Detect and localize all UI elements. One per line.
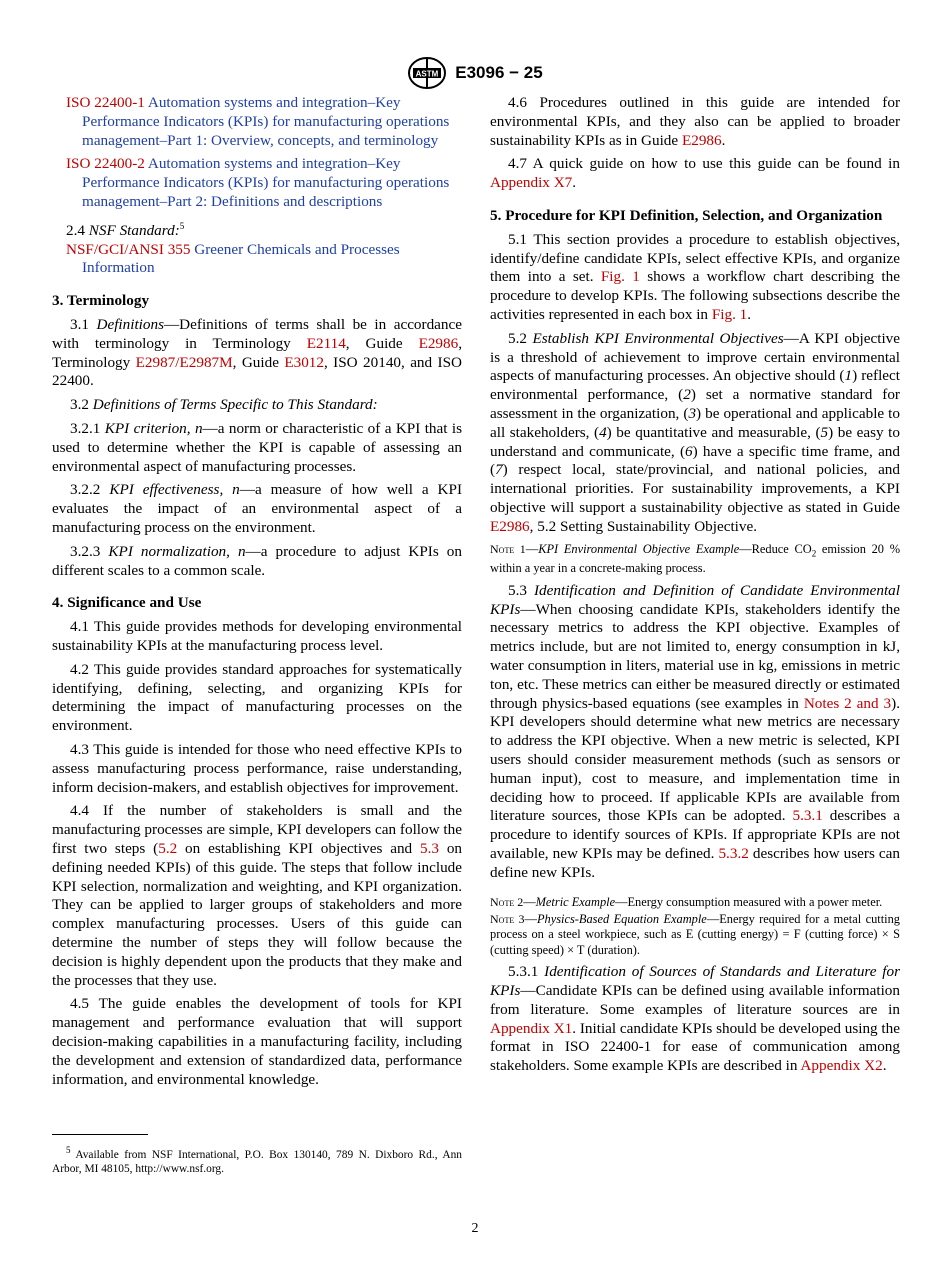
link-5-3-1[interactable]: 5.3.1 xyxy=(792,807,823,825)
section-heading: 5. Procedure for KPI Definition, Selection, and Organization xyxy=(490,206,883,224)
paragraph-5-2: 5.2 Establish KPI Environmental Objectives—A KPI objective is a threshold of achievement to improve certain environmental aspects of manufacturing processes. An objective should (1) reflect environmental performance, (2) set a normative standard for assessment in the organization, (3) be operational and applicable to all stakeholders, (4) be quantitative and measurable, (5) be easy to understand and communicate, (6) have a specific time frame, and (7) respect local, state/provincial, and national policies, and international priorities. For sustainability improvements, a KPI objective will support a sustainability objective as stated in Guide E2986, 5.2 Setting Sustainability Objective. xyxy=(490,329,901,535)
footnote-marker[interactable]: 5 xyxy=(179,220,185,231)
link-appendix-x2[interactable]: Appendix X2 xyxy=(800,1057,883,1075)
note-1: Note 1—KPI Environmental Objective Example—Reduce $CO_2$ emission 20 % within a year in a concrete-making process. xyxy=(490,541,901,576)
reference-title-link[interactable]: Automation systems and integration–Key Performance Indicators (KPIs) for manufacturing operations management–Part 2: Definitions and descriptions xyxy=(82,155,450,210)
paragraph-5-3-1: 5.3.1 Identification of Sources of Standards and Literature for KPIs—Candidate KPIs can be defined using available information from literature. Some examples of literature sources are in Appendix X1. Initial candidate KPIs should be developed using the format in ISO 22400-1 for ease of communication among stakeholders. Some example KPIs are described in Appendix X2. xyxy=(490,963,900,1075)
reference-title-link[interactable]: Greener Chemicals and Processes Information xyxy=(82,240,400,277)
paragraph-5-1: 5.1 This section provides a procedure to establish objectives, identify/define candidate KPIs, select effective KPIs, and organize them into a set. Fig. 1 shows a workflow chart describing the procedure to develop KPIs. The following subsections describe the activities represented in each box in Fig. 1. xyxy=(490,230,900,323)
astm-logo xyxy=(407,56,447,90)
reference-title-link[interactable]: Automation systems and integration–Key Performance Indicators (KPIs) for manufacturing operations management–Part 1: Overview, concepts, and terminology xyxy=(82,94,450,149)
paragraph-3-2-2: 3.2.2 KPI effectiveness, n—a measure of how well a KPI evaluates the impact of an environmental aspect of a manufacturing process on the environment. xyxy=(52,481,463,536)
page-number: 2 xyxy=(471,1221,479,1236)
link-e2987[interactable]: E2987/E2987M xyxy=(135,353,233,371)
link-fig-1[interactable]: Fig. 1 xyxy=(600,268,640,286)
paragraph-4-1: 4.1 This guide provides methods for developing environmental sustainability KPIs at the manufacturing process level. xyxy=(52,618,462,654)
paragraph-4-5: 4.5 The guide enables the development of tools for KPI management and performance evaluation that will support decision-making capabilities in a manufacturing facility, including the development and extension of standardized data, performance information, and environmental knowledge. xyxy=(52,995,462,1088)
svg-text:ASTM: ASTM xyxy=(415,69,439,79)
section-heading: 4. Significance and Use xyxy=(52,594,202,612)
link-e3012[interactable]: E3012 xyxy=(284,353,324,371)
section-heading: 3. Terminology xyxy=(52,292,150,310)
link-appendix-x1[interactable]: Appendix X1 xyxy=(490,1019,573,1037)
right-column xyxy=(490,94,900,1081)
link-e2986[interactable]: E2986 xyxy=(418,334,459,352)
link-5-3-2[interactable]: 5.3.2 xyxy=(718,844,749,862)
paragraph-4-3: 4.3 This guide is intended for those who need effective KPIs to assess manufacturing process performance, raise understanding, inform decision-makers, and establish objectives for improvement. xyxy=(52,740,462,796)
reference-code-link[interactable]: ISO 22400-2 xyxy=(66,155,145,173)
link-e2986[interactable]: E2986 xyxy=(681,131,722,149)
left-column xyxy=(52,94,462,1094)
paragraph-3-2-1: 3.2.1 KPI criterion, n—a norm or characteristic of a KPI that is used to determine whether the KPI is capable of assessing an environmental aspect of manufacturing processes. xyxy=(52,420,462,475)
reference-iso-22400-2 xyxy=(52,155,462,211)
reference-code-link[interactable]: NSF/GCI/ANSI 355 xyxy=(66,240,191,258)
link-fig-1[interactable]: Fig. 1 xyxy=(711,305,748,323)
reference-code-link[interactable]: ISO 22400-1 xyxy=(66,94,145,111)
link-e2986[interactable]: E2986 xyxy=(490,517,530,535)
paragraph-4-7: 4.7 A quick guide on how to use this guide can be found in Appendix X7. xyxy=(490,155,900,192)
section-2-4: 2.4 NSF Standard:$^5$ xyxy=(66,220,185,239)
link-appendix-x7[interactable]: Appendix X7 xyxy=(490,174,573,192)
note-3: Note 3—Physics-Based Equation Example—Energy required for a metal cutting process on a steel workpiece, such as E (cutting energy) = F (cutting force) × S (cutting speed) × T (duration). xyxy=(490,911,901,957)
reference-nsf-355 xyxy=(52,241,462,279)
link-5-3[interactable]: 5.3 xyxy=(419,839,439,857)
paragraph-3-2-3: 3.2.3 KPI normalization, n—a procedure to adjust KPIs on different scales to a common scale. xyxy=(52,542,462,579)
page-header xyxy=(0,56,950,90)
paragraph-5-3: 5.3 Identification and Definition of Candidate Environmental KPIs—When choosing candidate KPIs, stakeholders identify the necessary metrics to address the KPI objective. Examples of metrics include, but are not limited to, energy consumption in kJ, water consumption in liters, material use in kg, emissions in metric ton, etc. These metrics can either be measured directly or estimated through physics-based equations (see examples in Notes 2 and 3). KPI developers should determine what new metrics are necessary to address the KPI objective. When a new metric is selected, KPI users should consider measurement methods (such as sensors or human input), cost to measure, and implementation time in deciding how to proceed. If applicable KPIs are available from literature sources, those KPIs can be adopted. 5.3.1 describes a procedure to identify sources of KPIs. If appropriate KPIs are not available, new KPIs may be defined. 5.3.2 describes how users can define new KPIs. xyxy=(490,581,901,881)
paragraph-4-4: 4.4 If the number of stakeholders is small and the manufacturing processes are simple, KPI developers can follow the first two steps (5.2 on establishing KPI objectives and 5.3 on defining needed KPIs) of this guide. The steps that follow include KPI selection, normalization and weighting, and KPI organization. They can be applied to larger groups of stakeholders and more complex manufacturing processes. Users of this guide can determine the number of steps they will follow because the decision is highly dependent upon the products that they make and the processes that they use. xyxy=(52,802,462,989)
paragraph-4-6: 4.6 Procedures outlined in this guide are intended for environmental KPIs, and they also can be applied to broader sustainability KPIs as in Guide E2986. xyxy=(490,94,900,149)
link-e2114[interactable]: E2114 xyxy=(306,334,346,352)
footnote xyxy=(52,1134,462,1176)
note-2: Note 2—Metric Example—Energy consumption measured with a power meter. xyxy=(490,894,883,909)
standard-designation: E3096 − 25 xyxy=(455,63,543,82)
link-notes-2-3[interactable]: Notes 2 and 3 xyxy=(803,694,892,712)
paragraph-3-1: 3.1 Definitions—Definitions of terms shall be in accordance with terminology in Terminology E2114, Guide E2986, Terminology E2987/E2987M, Guide E3012, ISO 20140, and ISO 22400. xyxy=(52,316,463,390)
link-5-2[interactable]: 5.2 xyxy=(158,839,178,857)
paragraph-4-2: 4.2 This guide provides standard approaches for systematically identifying, defining, selecting, and organizing KPIs for determining the impact of manufacturing processes on the environment. xyxy=(52,660,462,735)
reference-iso-22400-1 xyxy=(52,94,462,150)
footnote-text: $^5$ Available from NSF International, P.O. Box 130140, 789 N. Dixboro Rd., Ann Arbor, MI 48105, http://www.nsf.org. xyxy=(52,1145,462,1175)
footnote-divider xyxy=(52,1134,148,1135)
paragraph-3-2: 3.2 Definitions of Terms Specific to This Standard: xyxy=(70,396,378,414)
